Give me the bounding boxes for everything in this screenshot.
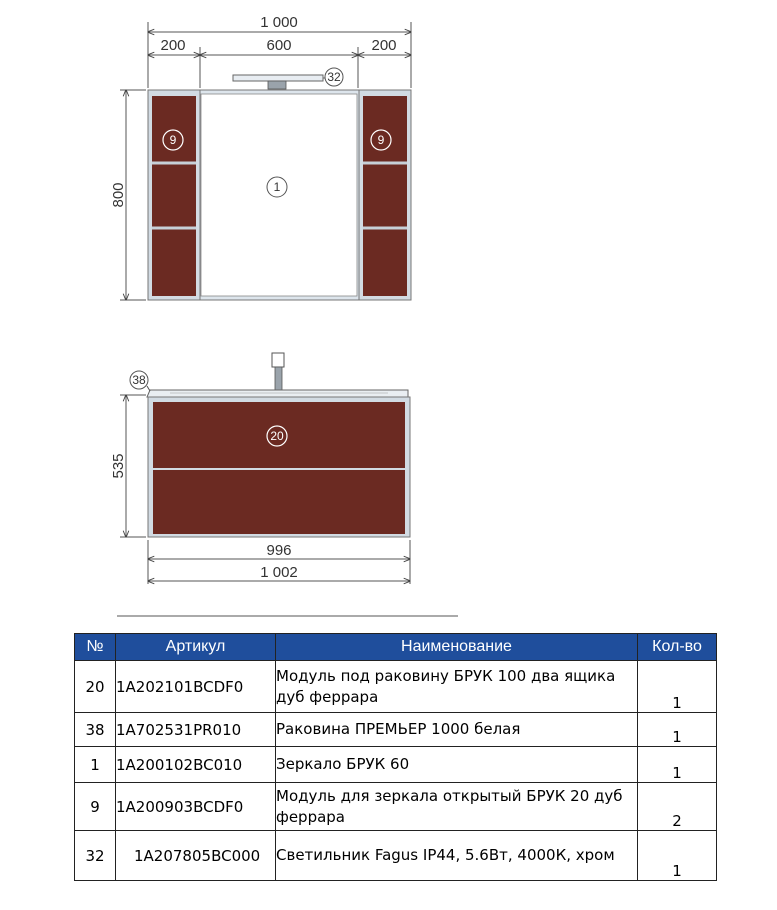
- callout-lamp-number: 32: [327, 70, 341, 84]
- row-qty: 1: [638, 747, 717, 783]
- header-article: Артикул: [116, 634, 276, 661]
- callout-right-module-number: 9: [377, 133, 385, 147]
- callout-left-module-number: 9: [169, 133, 177, 147]
- row-name: Зеркало БРУК 60: [276, 747, 638, 783]
- faucet: [272, 353, 284, 391]
- row-article: 1A702531PR010: [116, 713, 276, 747]
- dim-vanity-height-label: 535: [110, 453, 127, 479]
- callout-sink: [130, 371, 150, 391]
- dim-total-width-label: 1 000: [260, 14, 298, 31]
- parts-table: [74, 633, 717, 881]
- row-qty: 2: [638, 783, 717, 831]
- row-qty: 1: [638, 661, 717, 713]
- callout-lamp: [325, 68, 343, 86]
- row-article: 1A207805BC000: [116, 831, 276, 881]
- row-name: Модуль для зеркала открытый БРУК 20 дуб феррара: [276, 783, 638, 831]
- lamp: [233, 75, 323, 89]
- row-qty: 1: [638, 713, 717, 747]
- row-article: 1A202101BCDF0: [116, 661, 276, 713]
- row-article: 1A200102BC010: [116, 747, 276, 783]
- right-mirror-module: [359, 90, 411, 300]
- dim-right-module-label: 200: [371, 37, 397, 54]
- row-num: 1: [75, 747, 116, 783]
- left-mirror-module: [148, 90, 200, 300]
- row-qty: 1: [638, 831, 717, 881]
- dim-mirror-height-label: 800: [110, 182, 127, 208]
- row-name: Модуль под раковину БРУК 100 два ящика дуб феррара: [276, 661, 638, 713]
- dim-vanity-body-width-label: 996: [266, 542, 292, 559]
- callout-mirror-number: 1: [273, 180, 281, 194]
- row-num: 20: [75, 661, 116, 713]
- table-row: [75, 831, 717, 881]
- row-num: 38: [75, 713, 116, 747]
- table-row: [75, 661, 717, 713]
- callout-sink-number: 38: [132, 373, 146, 387]
- dim-left-module-label: 200: [160, 37, 186, 54]
- table-header-row: [75, 634, 717, 661]
- callout-vanity-number: 20: [270, 429, 284, 443]
- row-name: Светильник Fagus IP44, 5.6Вт, 4000К, хром: [276, 831, 638, 881]
- header-name: Наименование: [276, 634, 638, 661]
- table-row: [75, 747, 717, 783]
- vanity-cabinet: [148, 397, 410, 537]
- row-name: Раковина ПРЕМЬЕР 1000 белая: [276, 713, 638, 747]
- table-row: [75, 783, 717, 831]
- row-article: 1A200903BCDF0: [116, 783, 276, 831]
- table-row: [75, 713, 717, 747]
- header-qty: Кол-во: [638, 634, 717, 661]
- callout-mirror: [267, 177, 287, 197]
- sink: [147, 390, 408, 397]
- row-num: 32: [75, 831, 116, 881]
- row-num: 9: [75, 783, 116, 831]
- dim-mirror-width-label: 600: [266, 37, 292, 54]
- dim-vanity-total-width-label: 1 002: [260, 564, 298, 581]
- header-num: №: [75, 634, 116, 661]
